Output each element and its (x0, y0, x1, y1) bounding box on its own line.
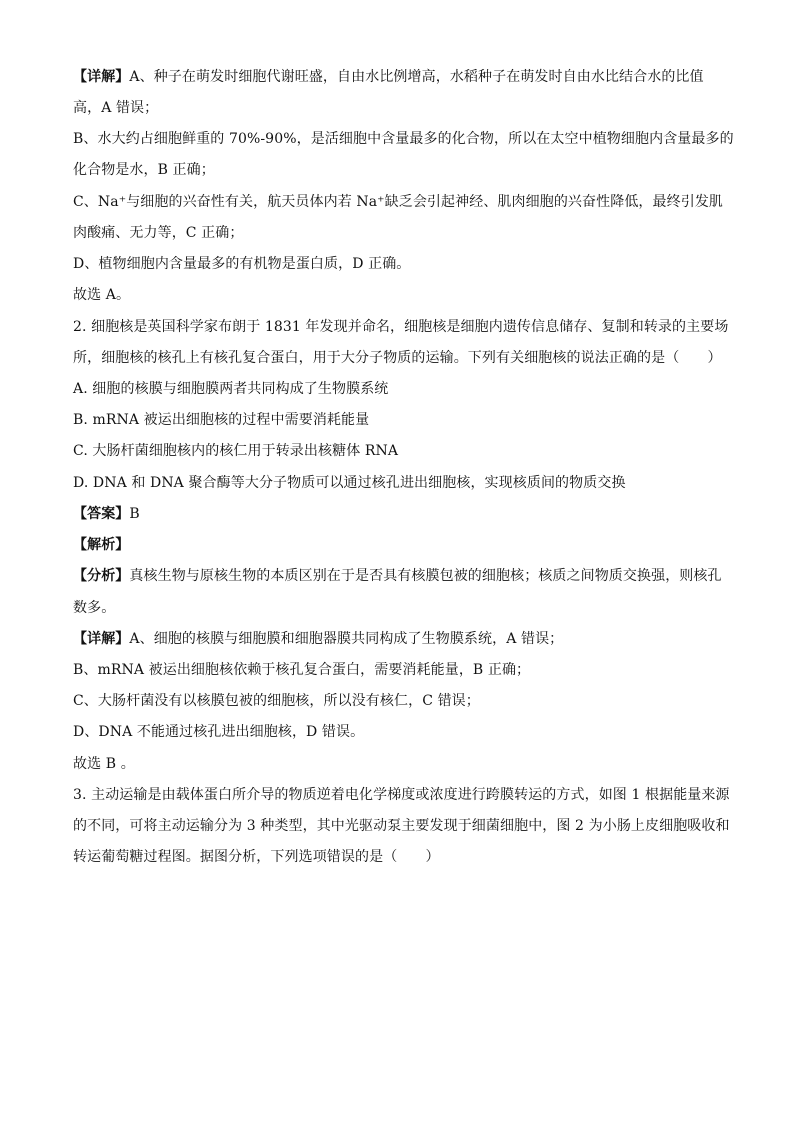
q1-detail-d: D、植物细胞内含量最多的有机物是蛋白质，D 正确。 (73, 256, 411, 272)
detail-label: 【详解】 (73, 69, 130, 85)
q1-detail-b: B、水大约占细胞鲜重的 70%-90%，是活细胞中含量最多的化合物，所以在太空中植物细胞内含量最多的 (73, 131, 734, 147)
q2-detail-a (73, 630, 733, 648)
q2-fenxi-text: 真核生物与原核生物的本质区别在于是否具有核膜包被的细胞核；核质之间物质交换强，则核孔 (129, 568, 722, 584)
q1-detail-a (73, 68, 733, 86)
q2-detail-d: D、DNA 不能通过核孔进出细胞核，D 错误。 (73, 724, 365, 740)
q3-stem-line-3: 转运葡萄糖过程图。据图分析，下列选项错误的是（ ） (73, 849, 440, 865)
q2-stem-line-1: 2. 细胞核是英国科学家布朗于 1831 年发现并命名，细胞核是细胞内遗传信息储存、复制和转录的主要场 (73, 319, 729, 335)
q2-option-d: D. DNA 和 DNA 聚合酶等大分子物质可以通过核孔进出细胞核，实现核质间的物质交换 (73, 475, 626, 491)
q2-option-c: C. 大肠杆菌细胞核内的核仁用于转录出核糖体 RNA (73, 443, 399, 459)
q2-detail-a-text: A、细胞的核膜与细胞膜和细胞器膜共同构成了生物膜系统，A 错误； (129, 631, 564, 647)
q2-stem-line-2: 所，细胞核的核孔上有核孔复合蛋白，用于大分子物质的运输。下列有关细胞核的说法正确的是（ ） (73, 350, 722, 366)
q2-answer (73, 505, 733, 523)
q1-detail-c: C、Na⁺与细胞的兴奋性有关，航天员体内若 Na⁺缺乏会引起神经、肌肉细胞的兴奋性降低，最终引发肌 (73, 194, 724, 210)
q2-detail-c: C、大肠杆菌没有以核膜包被的细胞核，所以没有核仁，C 错误； (73, 693, 480, 709)
q2-detail-b: B、mRNA 被运出细胞核依赖于核孔复合蛋白，需要消耗能量，B 正确； (73, 662, 531, 678)
q2-fenxi (73, 567, 733, 585)
fenxi-label: 【分析】 (73, 568, 130, 584)
q2-option-a: A. 细胞的核膜与细胞膜两者共同构成了生物膜系统 (73, 381, 389, 397)
q3-stem-line-1: 3. 主动运输是由载体蛋白所介导的物质逆着电化学梯度或浓度进行跨膜转运的方式，如图 1 根据能量来源 (73, 787, 730, 803)
detail-label: 【详解】 (73, 631, 130, 647)
q1-detail-a-cont: 高，A 错误； (73, 100, 159, 116)
answer-value: B (129, 506, 140, 522)
q1-choice: 故选 A。 (73, 287, 131, 303)
q1-detail-b-cont: 化合物是水，B 正确； (73, 162, 215, 178)
q3-stem-line-2: 的不同，可将主动运输分为 3 种类型，其中光驱动泵主要发现于细菌细胞中，图 2 为小肠上皮细胞吸收和 (73, 818, 730, 834)
q2-choice: 故选 B 。 (73, 756, 135, 772)
q2-analysis-label: 【解析】 (73, 537, 130, 553)
q2-option-b: B. mRNA 被运出细胞核的过程中需要消耗能量 (73, 412, 370, 428)
answer-label: 【答案】 (73, 506, 130, 522)
q2-fenxi-cont: 数多。 (73, 600, 116, 616)
q1-detail-c-cont: 肉酸痛、无力等，C 正确； (73, 225, 244, 241)
q1-detail-a-text: A、种子在萌发时细胞代谢旺盛，自由水比例增高，水稻种子在萌发时自由水比结合水的比值 (129, 69, 704, 85)
